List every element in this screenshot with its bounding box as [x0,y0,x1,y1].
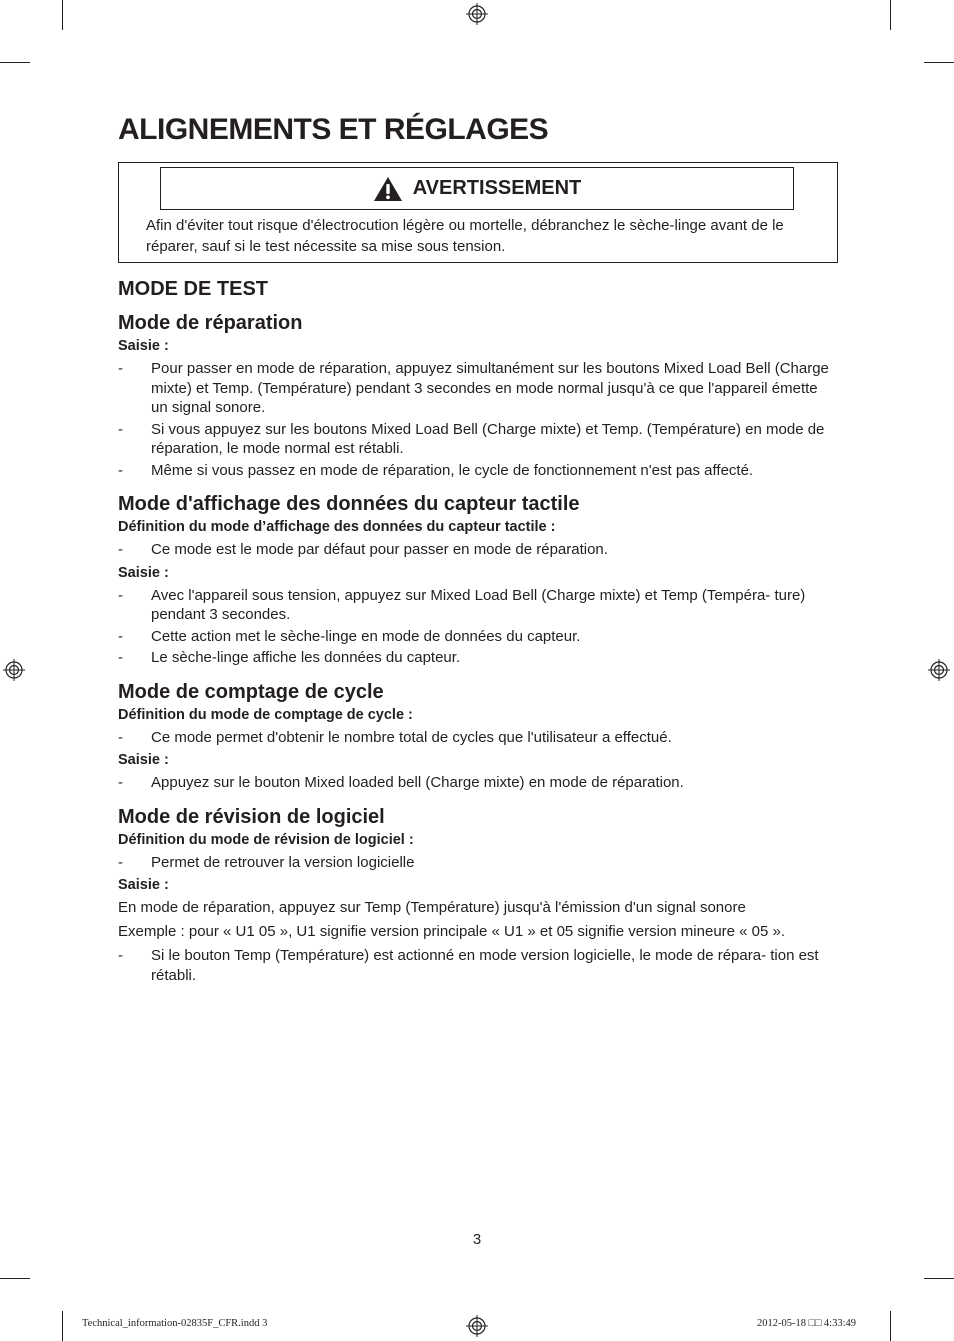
registration-mark-icon [928,659,950,681]
warning-heading: AVERTISSEMENT [412,177,582,199]
list-item: - Permet de retrouver la version logicielle [118,853,415,871]
software-mode-definition-label: Définition du mode de révision de logiciel : [118,831,414,848]
list-item: - Ce mode permet d'obtenir le nombre total de cycles que l'utilisateur a effectué. [118,728,672,746]
list-item: - Avec l'appareil sous tension, appuyez sur Mixed Load Bell (Charge mixte) et Temp (Tempéra- ture) pendant 3 secondes. [118,586,806,623]
crop-mark [890,1311,891,1341]
warning-header [160,167,794,210]
section-title: MODE DE TEST [118,278,269,300]
warning-box [118,162,838,263]
cycle-mode-heading: Mode de comptage de cycle [118,680,384,703]
registration-mark-icon [466,3,488,25]
warning-triangle-icon [373,176,403,202]
footer-file-slug: Technical_information-02835F_CFR.indd 3 [82,1318,268,1329]
warning-text: Afin d'éviter tout risque d'électrocution légère ou mortelle, débranchez le sèche-linge avant de le réparer, sauf si le test nécessite sa mise sous tension. [146,217,784,255]
crop-mark [924,1278,954,1279]
software-mode-entry-text: En mode de réparation, appuyez sur Temp (Température) jusqu'à l'émission d'un signal sonore [118,899,746,916]
crop-mark [924,62,954,63]
list-item: - Cette action met le sèche-linge en mode de données du capteur. [118,627,581,645]
page-title: ALIGNEMENTS ET RÉGLAGES [118,113,549,146]
list-item: - Le sèche-linge affiche les données du capteur. [118,649,461,666]
software-mode-example: Exemple : pour « U1 05 », U1 signifie version principale « U1 » et 05 signifie version mineure « 05 ». [118,923,786,940]
registration-mark-icon [466,1315,488,1337]
crop-mark [0,62,30,63]
list-item: - Si vous appuyez sur les boutons Mixed Load Bell (Charge mixte) et Temp. (Température) en mode de réparation, le mode normal est rétabli. [118,420,825,457]
repair-mode-heading: Mode de réparation [118,312,303,334]
registration-mark-icon [3,659,25,681]
software-mode-entry-label: Saisie : [118,877,169,893]
crop-mark [62,1311,63,1341]
crop-mark [0,1278,30,1279]
page-content [118,108,838,987]
cycle-mode-entry-label: Saisie : [118,752,169,768]
list-item: - Pour passer en mode de réparation, appuyez simultanément sur les boutons Mixed Load Bell (Charge mixte) et Temp. (Température) pendant 3 secondes en mode normal jusqu'à ce que l'appareil émette un signal sonore. [118,360,829,416]
cycle-mode-definition-label: Définition du mode de comptage de cycle : [118,706,413,723]
software-mode-heading: Mode de révision de logiciel [118,805,385,828]
sensor-mode-heading: Mode d'affichage des données du capteur tactile [118,493,580,515]
list-item: - Appuyez sur le bouton Mixed loaded bell (Charge mixte) en mode de réparation. [118,774,684,791]
footer-date-slug: 2012-05-18 □□ 4:33:49 [757,1318,857,1329]
repair-mode-entry-label: Saisie : [118,338,169,354]
crop-mark [890,0,891,30]
sensor-mode-entry-label: Saisie : [118,564,169,581]
list-item: - Même si vous passez en mode de réparation, le cycle de fonctionnement n'est pas affecté. [118,461,754,479]
sensor-mode-definition-label: Définition du mode d’affichage des données du capteur tactile : [118,519,556,535]
page-number: 3 [472,1231,482,1248]
list-item: - Si le bouton Temp (Température) est actionné en mode version logicielle, le mode de répara- tion est rétabli. [118,947,819,984]
crop-mark [62,0,63,30]
list-item: - Ce mode est le mode par défaut pour passer en mode de réparation. [118,541,608,558]
